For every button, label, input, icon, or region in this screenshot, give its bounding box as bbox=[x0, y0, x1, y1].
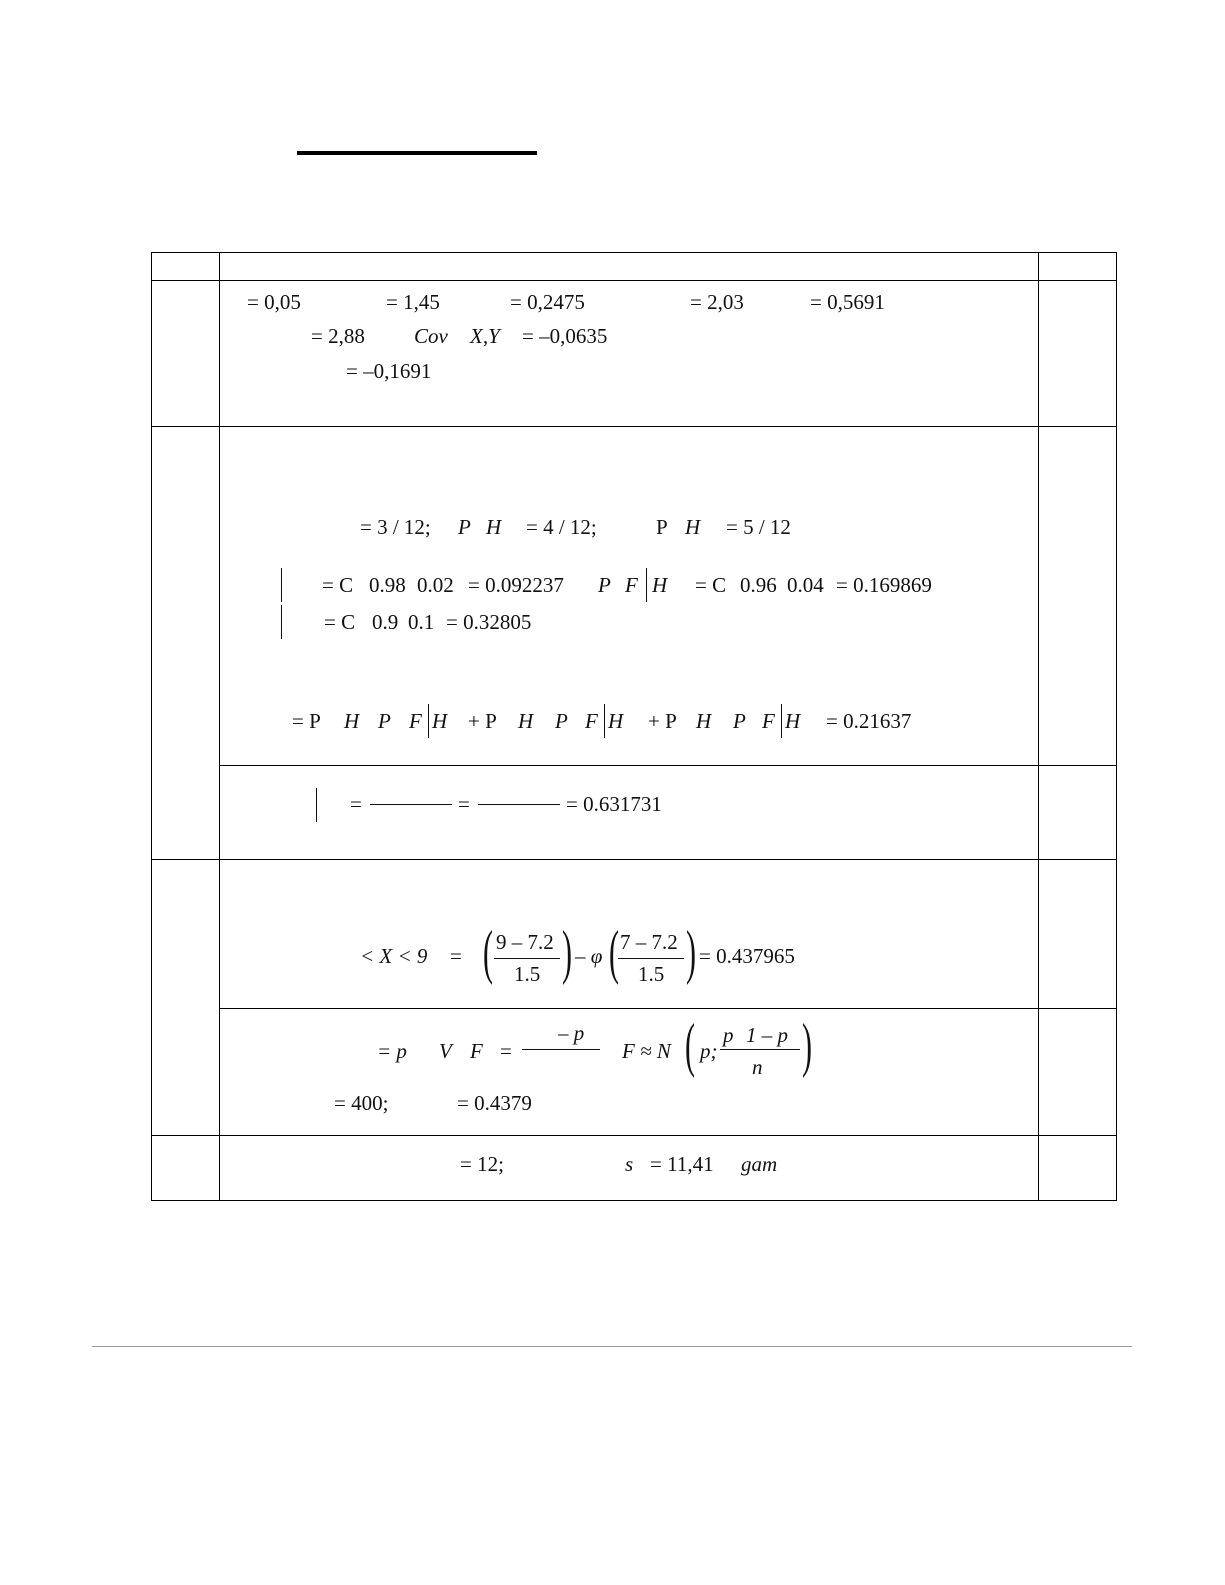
answer-3b-content: = p V F = – p F ≈ N ( p; p 1 – p n ) = 400; = 0.4379 bbox=[220, 1009, 1039, 1136]
header-cell-content bbox=[220, 253, 1039, 281]
header-cell-score bbox=[1039, 253, 1117, 281]
answer-row-5 bbox=[152, 1009, 1117, 1136]
answer-row-1 bbox=[152, 281, 1117, 427]
answer-row-4 bbox=[152, 860, 1117, 1009]
answer-row-3 bbox=[152, 766, 1117, 860]
answer-1-content: = 0,05 = 1,45 = 0,2475 = 2,03 = 0,5691 = 2,88 Cov X,Y = –0,0635 = –0,1691 bbox=[220, 281, 1039, 427]
answer-4-content: = 12; s = 11,41 gam bbox=[220, 1136, 1039, 1201]
answer-2b-content: = = = 0.631731 bbox=[220, 766, 1039, 860]
answer-3a-content: < X < 9 = ( 9 – 7.2 1.5 ) – φ ( 7 – 7.2 1.5 ) = 0.437965 bbox=[220, 860, 1039, 1009]
answer-row-6 bbox=[152, 1136, 1117, 1201]
solution-table bbox=[151, 252, 1117, 1201]
footer-divider bbox=[92, 1346, 1132, 1347]
title-underline bbox=[297, 151, 537, 155]
header-cell-number bbox=[152, 253, 220, 281]
answer-2a-content: = 3 / 12; P H = 4 / 12; P H = 5 / 12 = C 0.98 0.02 = 0.092237 P F H = C 0.96 0.04 = 0.169869 = C 0.9 0.1 = 0.32805 = P H P F H + P H P F H + P H P F H = 0.21637 bbox=[220, 427, 1039, 766]
header-row bbox=[152, 253, 1117, 281]
answer-row-2 bbox=[152, 427, 1117, 766]
